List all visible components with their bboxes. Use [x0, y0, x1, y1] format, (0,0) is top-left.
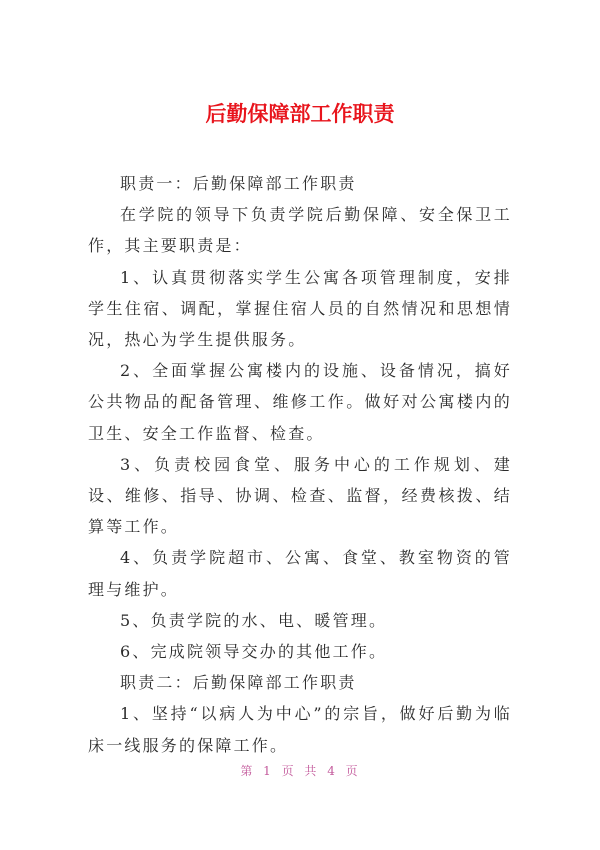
document-title: 后勤保障部工作职责 [205, 102, 395, 126]
page-number-footer: 第 1 页 共 4 页 [240, 764, 360, 778]
list-item: 1、认真贯彻落实学生公寓各项管理制度，安排学生住宿、调配，掌握住宿人员的自然情况和思想情况，热心为学生提供服务。 [88, 267, 512, 350]
section-heading-1: 职责一：后勤保障部工作职责 [120, 174, 357, 193]
section-heading-2: 职责二：后勤保障部工作职责 [120, 673, 357, 693]
document-body [88, 168, 512, 761]
list-item: 5、负责学院的水、电、暖管理。 [120, 610, 388, 630]
list-item: 1、坚持“以病人为中心”的宗旨，做好后勤为临床一线服务的保障工作。 [88, 704, 512, 755]
paragraph: 在学院的领导下负责学院后勤保障、安全保卫工作，其主要职责是： [88, 205, 512, 256]
list-item: 2、全面掌握公寓楼内的设施、设备情况，搞好公共物品的配备管理、维修工作。做好对公寓楼内的卫生、安全工作监督、检查。 [88, 361, 512, 443]
list-item: 3、负责校园食堂、服务中心的工作规划、建设、维修、指导、协调、检查、监督，经费核拨、结算等工作。 [88, 454, 512, 537]
list-item: 6、完成院领导交办的其他工作。 [120, 642, 388, 662]
list-item: 4、负责学院超市、公寓、食堂、教室物资的管理与维护。 [88, 548, 512, 599]
